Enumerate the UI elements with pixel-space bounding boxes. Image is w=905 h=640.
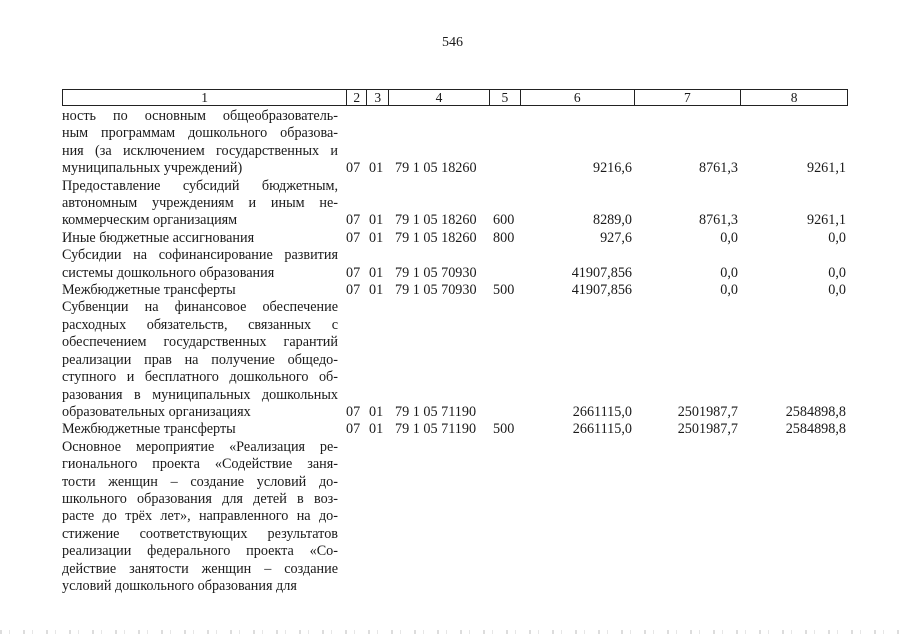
row-description xyxy=(62,247,338,282)
header-col-6: 6 xyxy=(520,90,634,105)
budget-table-body xyxy=(62,108,848,595)
table-row xyxy=(62,230,848,247)
cell-col-2: 07 xyxy=(346,282,361,299)
cell-col-4: 79 1 05 18260 xyxy=(395,212,477,229)
header-col-1: 1 xyxy=(201,90,208,105)
cell-col-7: 8761,3 xyxy=(698,212,738,229)
cell-col-6: 41907,856 xyxy=(571,264,632,281)
cell-col-4: 79 1 05 18260 xyxy=(395,160,477,177)
cell-col-6: 8289,0 xyxy=(592,212,632,229)
cell-col-8: 2584898,8 xyxy=(785,403,846,420)
table-row xyxy=(62,299,848,421)
cell-col-3: 01 xyxy=(369,282,384,299)
cell-col-7: 2501987,7 xyxy=(677,403,738,420)
cell-col-8: 0,0 xyxy=(828,264,846,281)
cell-col-8: 0,0 xyxy=(828,229,846,246)
description-line: разования в муниципальных дошкольных xyxy=(62,386,338,403)
description-line: действие занятости женщин – создание xyxy=(62,560,338,577)
cell-col-2: 07 xyxy=(346,421,361,438)
cell-col-6: 2661115,0 xyxy=(572,403,632,420)
cell-col-3: 01 xyxy=(369,403,384,420)
description-line: системы дошкольного образования xyxy=(62,264,275,281)
cell-col-3: 01 xyxy=(369,160,384,177)
description-line: тости женщин – создание условий до- xyxy=(62,473,338,490)
header-col-8: 8 xyxy=(740,90,847,105)
cell-col-2: 07 xyxy=(346,403,361,420)
cell-col-4: 79 1 05 18260 xyxy=(395,229,477,246)
cell-col-5: 800 xyxy=(493,229,515,246)
description-line: Иные бюджетные ассигнования xyxy=(62,229,255,246)
description-line: расте до трёх лет», направленного на до- xyxy=(62,508,338,525)
description-line: Субвенции на финансовое обеспечение xyxy=(62,299,338,316)
table-row xyxy=(62,421,848,438)
description-line: Межбюджетные трансферты xyxy=(62,282,236,299)
cell-col-7: 0,0 xyxy=(720,264,738,281)
cell-col-7: 8761,3 xyxy=(698,160,738,177)
header-col-3: 3 xyxy=(366,90,388,105)
cell-col-8: 9261,1 xyxy=(806,212,846,229)
cell-col-7: 0,0 xyxy=(720,229,738,246)
cell-col-5: 600 xyxy=(493,212,515,229)
cell-col-6: 927,6 xyxy=(600,229,632,246)
cell-col-6: 41907,856 xyxy=(571,282,632,299)
cell-col-5: 500 xyxy=(493,282,515,299)
cell-col-2: 07 xyxy=(346,160,361,177)
cell-col-8: 2584898,8 xyxy=(785,421,846,438)
table-row xyxy=(62,108,848,178)
description-line: школьного образования для детей в воз- xyxy=(62,490,338,507)
description-line: муниципальных учреждений) xyxy=(62,160,243,177)
header-col-2: 2 xyxy=(346,90,366,105)
description-line: стижение соответствующих результатов xyxy=(62,525,338,542)
table-header xyxy=(62,89,848,106)
cell-col-6: 2661115,0 xyxy=(572,421,632,438)
cell-col-5: 500 xyxy=(493,421,515,438)
cell-col-8: 0,0 xyxy=(828,282,846,299)
row-description xyxy=(62,299,338,421)
description-line: Межбюджетные трансферты xyxy=(62,421,236,438)
description-line: ность по основным общеобразователь- xyxy=(62,108,338,124)
description-line: реализации федерального проекта «Со- xyxy=(62,543,338,560)
description-line: ным программам дошкольного образова- xyxy=(62,125,338,142)
cell-col-4: 79 1 05 70930 xyxy=(395,264,477,281)
header-col-5: 5 xyxy=(489,90,520,105)
description-line: Основное мероприятие «Реализация ре- xyxy=(62,438,338,455)
row-description xyxy=(62,108,338,178)
table-row xyxy=(62,247,848,282)
description-line: автономным учреждениям и иным не- xyxy=(62,195,338,212)
cell-col-3: 01 xyxy=(369,229,384,246)
description-line: реализации прав на получение общедо- xyxy=(62,351,338,368)
cell-col-2: 07 xyxy=(346,229,361,246)
cell-col-3: 01 xyxy=(369,212,384,229)
description-line: Предоставление субсидий бюджетным, xyxy=(62,177,338,194)
description-line: расходных обязательств, связанных с xyxy=(62,316,338,333)
cell-col-3: 01 xyxy=(369,421,384,438)
description-line: коммерческим организациям xyxy=(62,212,238,229)
cell-col-8: 9261,1 xyxy=(806,160,846,177)
row-description xyxy=(62,421,338,438)
description-line: гионального проекта «Содействие заня- xyxy=(62,456,338,473)
row-description xyxy=(62,439,338,596)
description-line: обеспечением государственных гарантий xyxy=(62,334,338,351)
cell-col-2: 07 xyxy=(346,212,361,229)
description-line: Субсидии на софинансирование развития xyxy=(62,247,338,264)
description-line: условий дошкольного образования для xyxy=(62,577,297,594)
row-description xyxy=(62,230,338,247)
cell-col-7: 2501987,7 xyxy=(677,421,738,438)
page-number: 546 xyxy=(442,35,463,50)
header-col-7: 7 xyxy=(634,90,741,105)
cell-col-6: 9216,6 xyxy=(592,160,632,177)
table-row xyxy=(62,439,848,596)
table-row xyxy=(62,178,848,230)
row-description xyxy=(62,282,338,299)
cell-col-2: 07 xyxy=(346,264,361,281)
cell-col-4: 79 1 05 71190 xyxy=(395,403,477,420)
table-row xyxy=(62,282,848,299)
scan-artifact xyxy=(0,630,905,634)
cell-col-4: 79 1 05 71190 xyxy=(395,421,477,438)
cell-col-7: 0,0 xyxy=(720,282,738,299)
cell-col-3: 01 xyxy=(369,264,384,281)
description-line: ния (за исключением государственных и xyxy=(62,142,338,159)
row-description xyxy=(62,178,338,230)
cell-col-4: 79 1 05 70930 xyxy=(395,282,477,299)
description-line: образовательных организациях xyxy=(62,403,251,420)
header-col-4: 4 xyxy=(388,90,489,105)
description-line: ступного и бесплатного дошкольного об- xyxy=(62,369,338,386)
